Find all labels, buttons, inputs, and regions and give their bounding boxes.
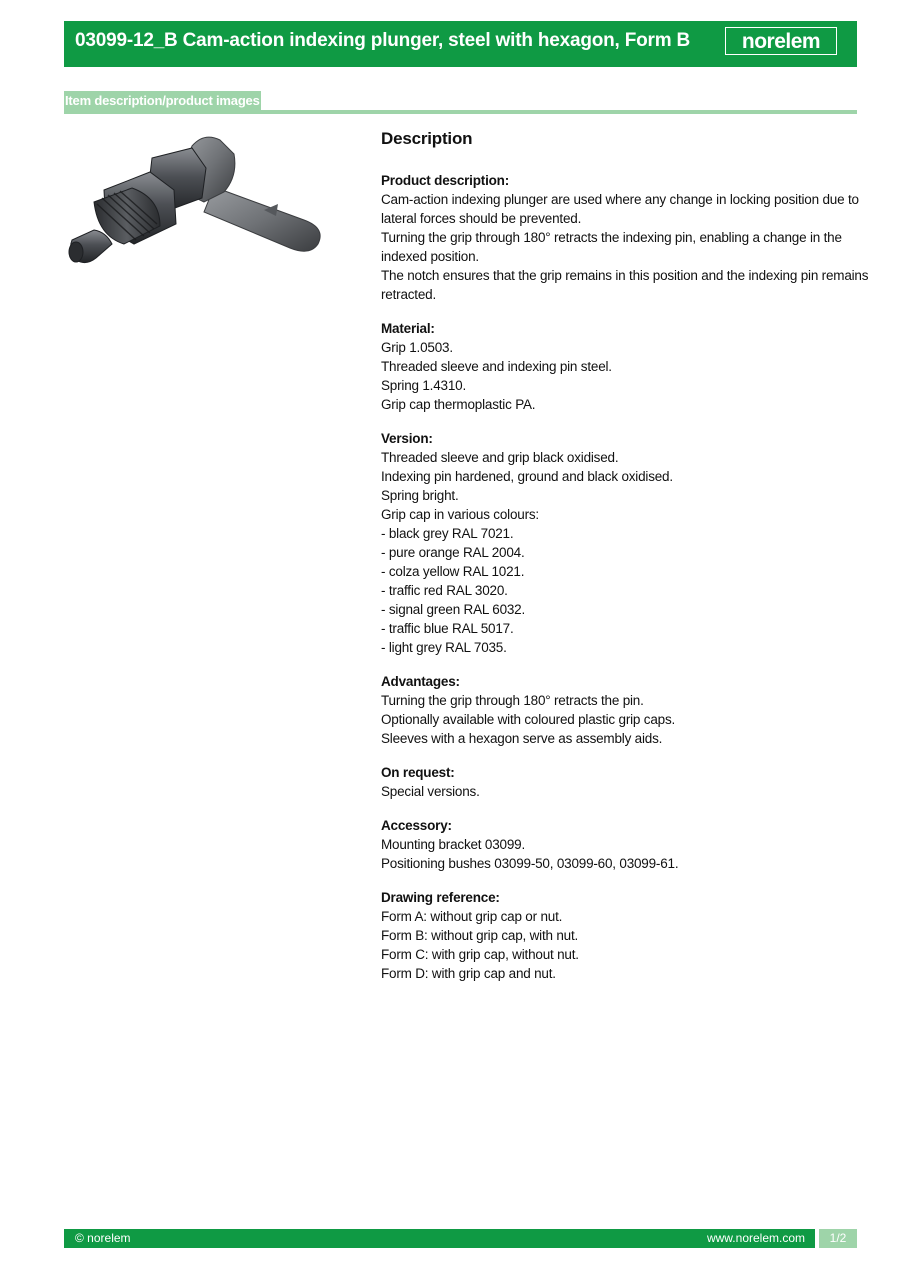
drawing-reference-block <box>381 888 861 983</box>
block-line: Grip cap thermoplastic PA. <box>381 397 536 412</box>
block-line: Turning the grip through 180° retracts the pin. <box>381 693 644 708</box>
block-heading: Drawing reference: <box>381 890 500 905</box>
block-line: Grip cap in various colours: <box>381 507 539 522</box>
block-line: Spring bright. <box>381 488 459 503</box>
block-line: Form A: without grip cap or nut. <box>381 909 563 924</box>
block-line: retracted. <box>381 287 437 302</box>
version-block <box>381 429 861 657</box>
page-header <box>64 21 857 67</box>
page-footer <box>64 1229 857 1248</box>
description-heading: Description <box>381 129 473 148</box>
block-heading: On request: <box>381 765 455 780</box>
block-heading: Material: <box>381 321 435 336</box>
page-number: 1/2 <box>819 1229 857 1248</box>
block-line: Special versions. <box>381 784 480 799</box>
product-image <box>64 132 324 270</box>
block-line: The notch ensures that the grip remains in this position and the indexing pin remains <box>381 268 869 283</box>
material-block <box>381 319 861 414</box>
document-title: 03099-12_B Cam-action indexing plunger, steel with hexagon, Form B <box>75 30 691 51</box>
block-heading: Product description: <box>381 173 510 188</box>
product-description-block <box>381 171 869 304</box>
norelem-logo <box>725 27 837 55</box>
footer-copyright: © norelem <box>75 1231 131 1245</box>
block-line: Indexing pin hardened, ground and black oxidised. <box>381 469 673 484</box>
description-section <box>381 128 869 998</box>
block-line: Sleeves with a hexagon serve as assembly aids. <box>381 731 663 746</box>
block-line: Turning the grip through 180° retracts the indexing pin, enabling a change in the <box>381 230 842 245</box>
block-line: - traffic red RAL 3020. <box>381 583 508 598</box>
block-line: Cam-action indexing plunger are used where any change in locking position due to <box>381 192 859 207</box>
block-line: - pure orange RAL 2004. <box>381 545 525 560</box>
indexing-plunger-image <box>64 132 324 270</box>
on-request-block <box>381 763 861 801</box>
section-bar <box>64 91 857 114</box>
block-line: Form D: with grip cap and nut. <box>381 966 556 981</box>
accessory-block <box>381 816 861 873</box>
logo-text: norelem <box>741 29 821 53</box>
section-divider <box>64 110 857 114</box>
block-line: - light grey RAL 7035. <box>381 640 507 655</box>
block-line: Form C: with grip cap, without nut. <box>381 947 579 962</box>
block-line: Positioning bushes 03099-50, 03099-60, 03099-61. <box>381 856 679 871</box>
footer-website-link[interactable]: www.norelem.com <box>706 1231 805 1245</box>
block-heading: Accessory: <box>381 818 452 833</box>
section-label: Item description/product images <box>65 93 260 108</box>
block-line: - signal green RAL 6032. <box>381 602 526 617</box>
advantages-block <box>381 672 861 748</box>
block-heading: Advantages: <box>381 674 460 689</box>
block-line: Form B: without grip cap, with nut. <box>381 928 579 943</box>
block-line: Threaded sleeve and grip black oxidised. <box>381 450 619 465</box>
block-line: Grip 1.0503. <box>381 340 453 355</box>
block-heading: Version: <box>381 431 433 446</box>
block-line: lateral forces should be prevented. <box>381 211 582 226</box>
block-line: Mounting bracket 03099. <box>381 837 525 852</box>
block-line: indexed position. <box>381 249 479 264</box>
block-line: - black grey RAL 7021. <box>381 526 514 541</box>
block-line: - colza yellow RAL 1021. <box>381 564 525 579</box>
block-line: - traffic blue RAL 5017. <box>381 621 514 636</box>
block-line: Threaded sleeve and indexing pin steel. <box>381 359 612 374</box>
block-line: Optionally available with coloured plastic grip caps. <box>381 712 676 727</box>
block-line: Spring 1.4310. <box>381 378 467 393</box>
